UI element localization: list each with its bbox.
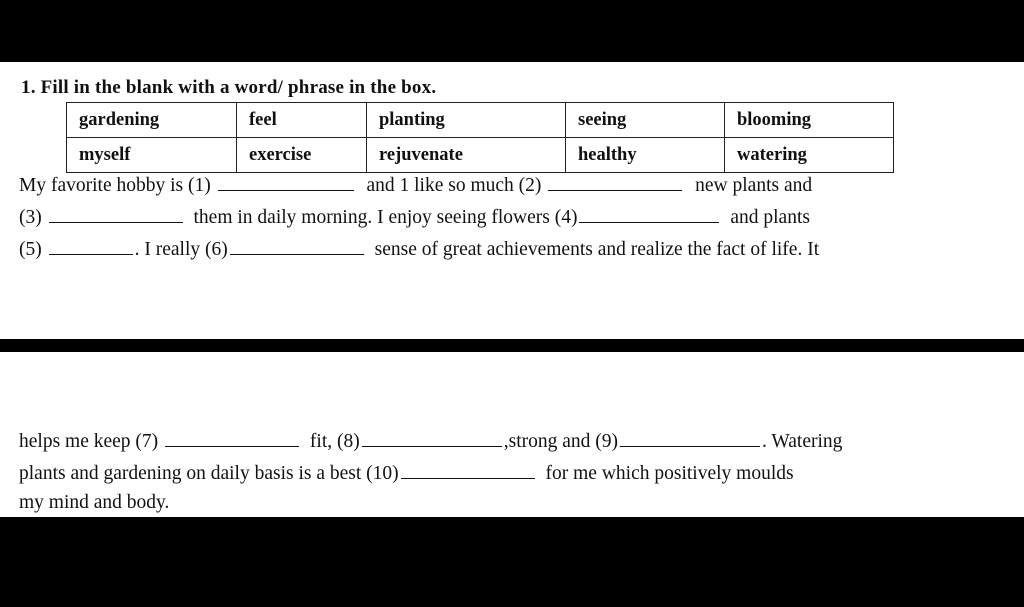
word-box-table <box>66 102 894 173</box>
blank-9[interactable] <box>620 428 760 447</box>
word-box-row <box>67 138 894 173</box>
worksheet-bottom-section <box>0 352 1024 517</box>
passage-text: . Watering <box>762 431 843 452</box>
word-box-cell: watering <box>725 138 894 173</box>
passage-text: my mind and body. <box>19 492 170 513</box>
passage-line <box>19 428 842 454</box>
word-box-cell: feel <box>237 103 367 138</box>
blank-3[interactable] <box>49 204 183 223</box>
worksheet-top-section <box>0 62 1024 339</box>
word-box-cell: blooming <box>725 103 894 138</box>
exercise-heading: 1. Fill in the blank with a word/ phrase in the box. <box>21 77 437 98</box>
word-box-cell: rejuvenate <box>367 138 566 173</box>
word-box-cell: seeing <box>566 103 725 138</box>
passage-text: (5) <box>19 239 42 260</box>
passage-text: new plants and <box>695 175 813 196</box>
passage-text: (3) <box>19 207 42 228</box>
passage-line <box>19 460 794 486</box>
word-box-cell: myself <box>67 138 237 173</box>
passage-line <box>19 204 810 230</box>
word-box-cell: gardening <box>67 103 237 138</box>
passage-line <box>19 172 812 198</box>
passage-text: plants and gardening on daily basis is a best (10) <box>19 463 399 484</box>
blank-4[interactable] <box>579 204 719 223</box>
passage-text: and 1 like so much (2) <box>366 175 542 196</box>
blank-2[interactable] <box>548 172 682 191</box>
word-box-cell: planting <box>367 103 566 138</box>
passage-text: and plants <box>730 207 810 228</box>
blank-5[interactable] <box>49 236 133 255</box>
blank-6[interactable] <box>230 236 364 255</box>
passage-text: fit, (8) <box>309 431 360 452</box>
blank-1[interactable] <box>218 172 354 191</box>
passage-text: . I really (6) <box>134 239 228 260</box>
passage-text: them in daily morning. I enjoy seeing flowers (4) <box>193 207 578 228</box>
word-box-row <box>67 103 894 138</box>
passage-text: ,strong and (9) <box>503 431 619 452</box>
passage-text: sense of great achievements and realize the fact of life. It <box>374 239 820 260</box>
passage-text: helps me keep (7) <box>19 431 159 452</box>
word-box-cell: exercise <box>237 138 367 173</box>
passage-line <box>19 491 169 515</box>
blank-10[interactable] <box>401 460 535 479</box>
blank-7[interactable] <box>165 428 299 447</box>
blank-8[interactable] <box>362 428 502 447</box>
word-box-cell: healthy <box>566 138 725 173</box>
passage-text: My favorite hobby is (1) <box>19 175 211 196</box>
passage-line <box>19 236 819 262</box>
passage-text: for me which positively moulds <box>545 463 794 484</box>
